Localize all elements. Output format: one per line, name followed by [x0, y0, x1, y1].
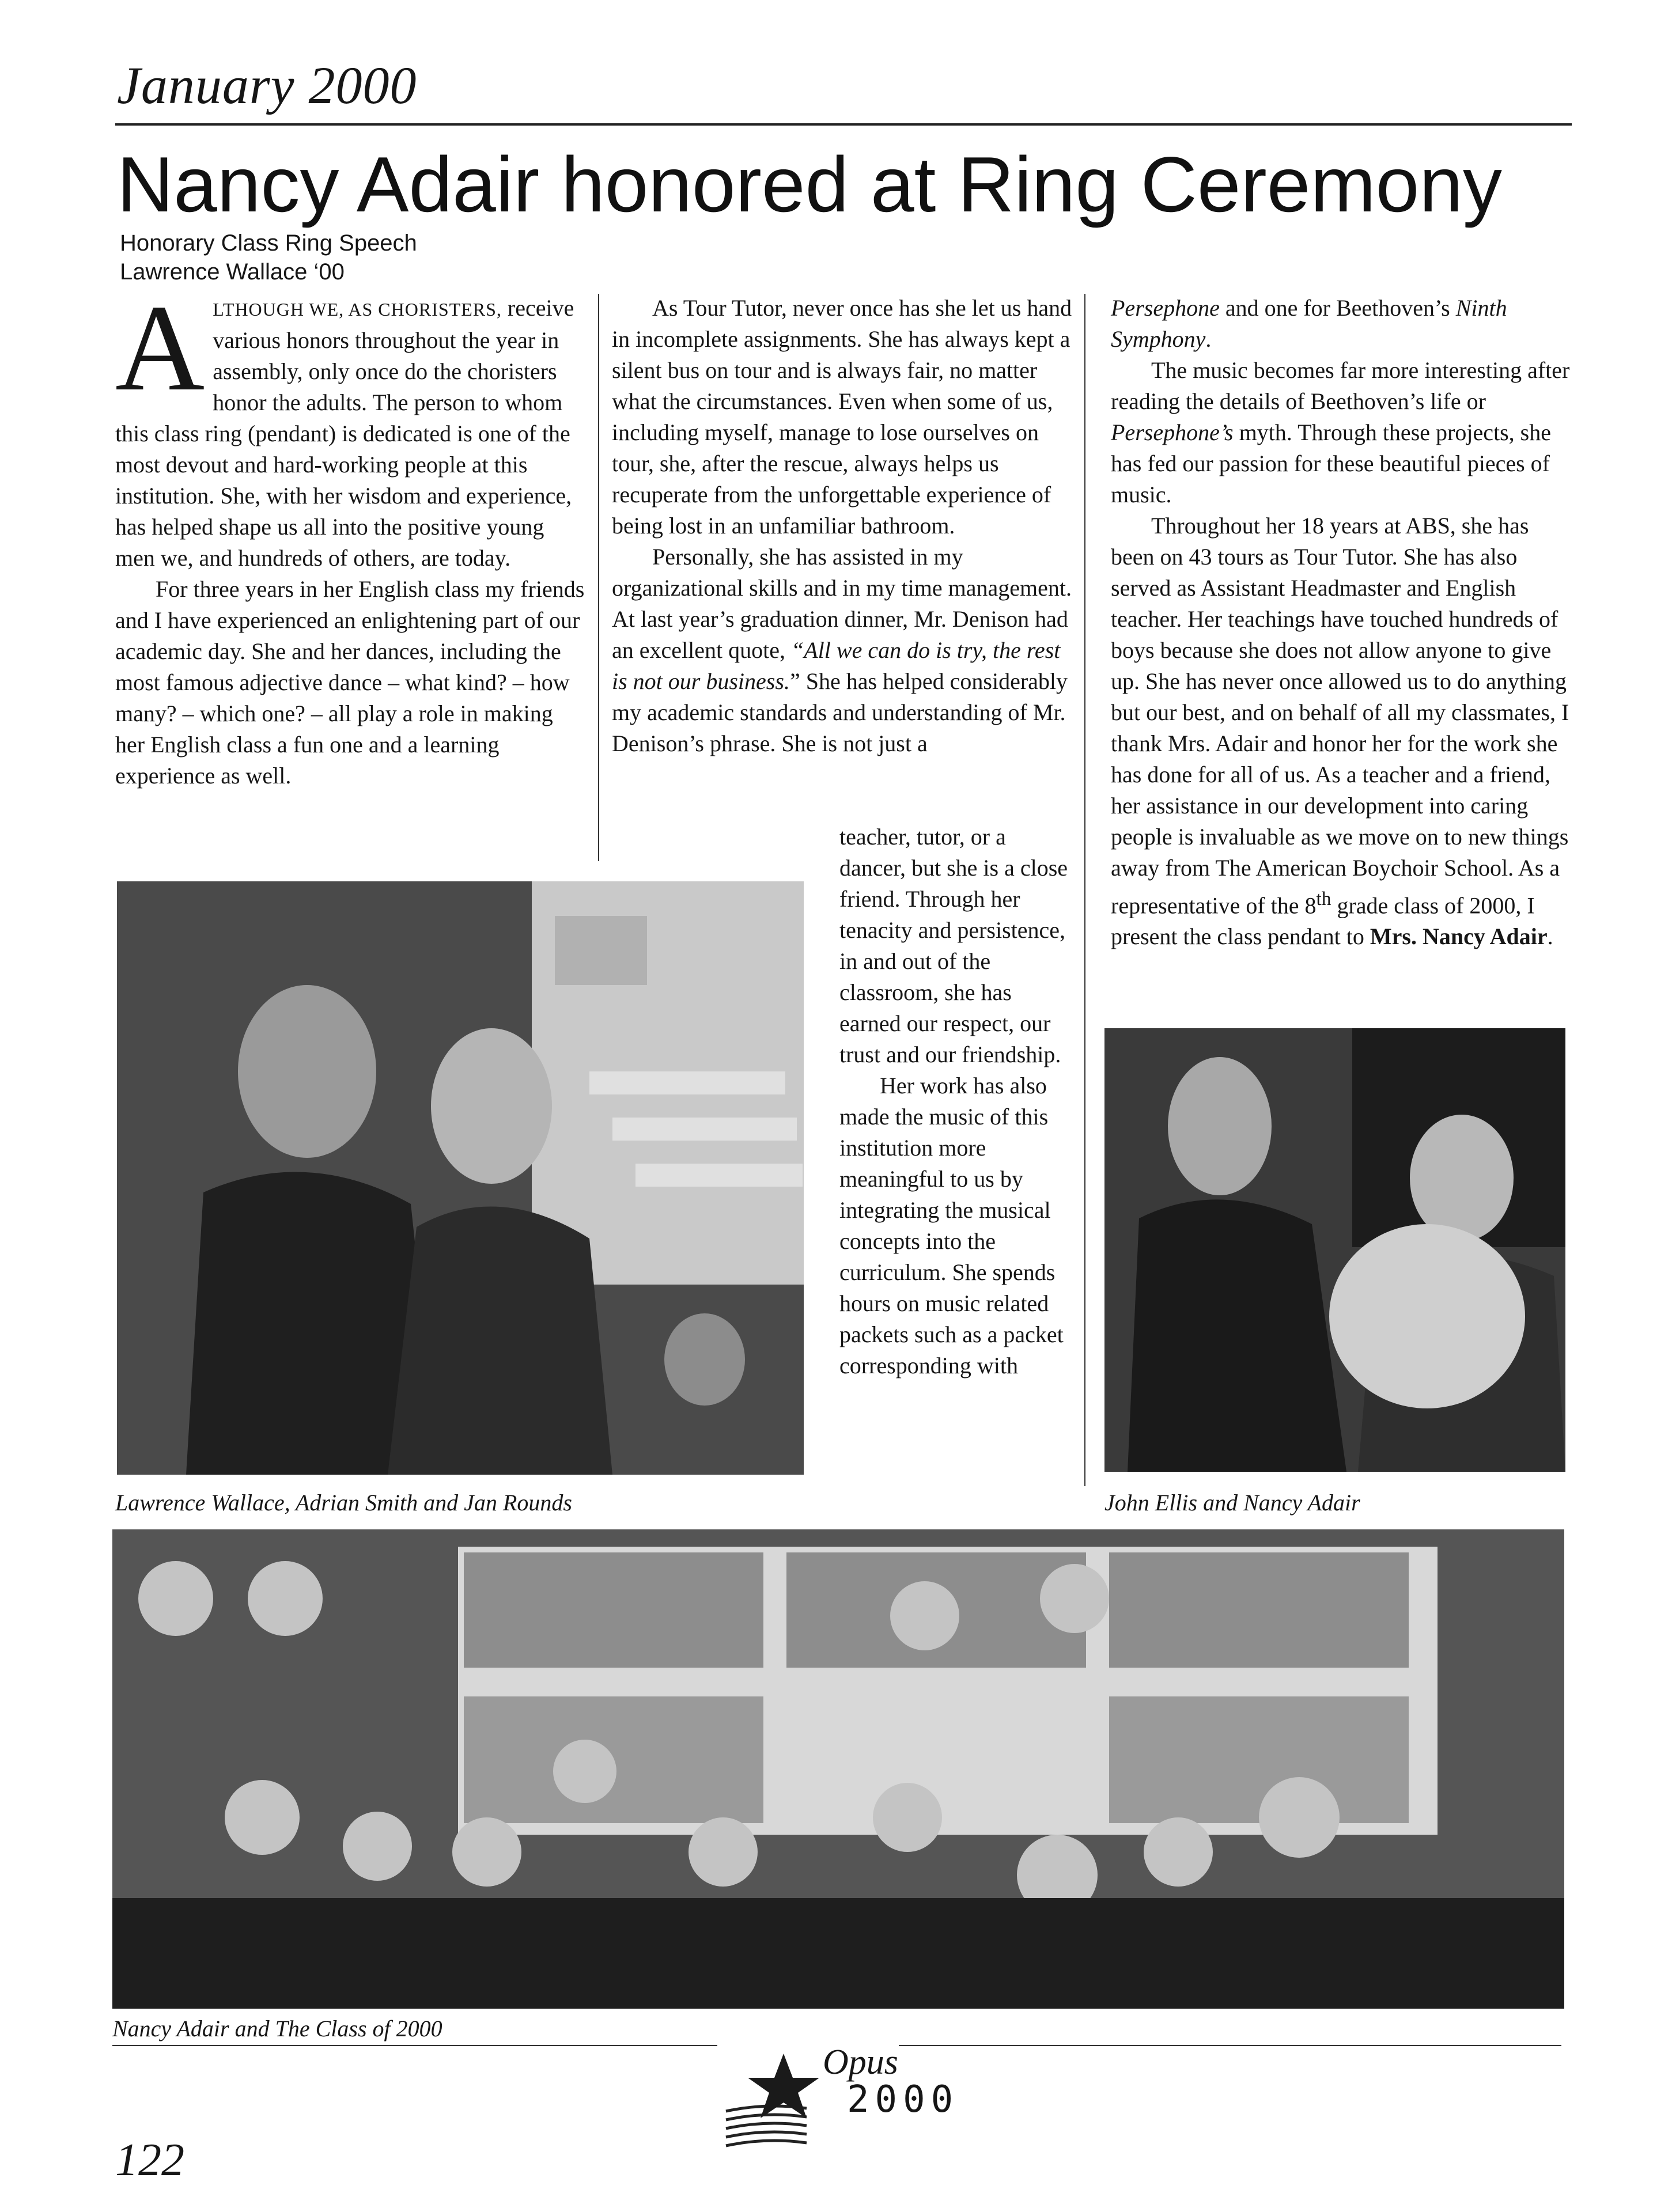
- article-column-2-continued: [839, 821, 1073, 1381]
- italic-title: Persephone: [1111, 295, 1220, 321]
- drop-cap: A: [115, 279, 205, 416]
- caption-photo-1: Lawrence Wallace, Adrian Smith and Jan Rounds: [115, 1490, 572, 1516]
- paragraph: Her work has also made the music of this institution more meaningful to us by integrating the musical concepts into the curriculum. She spends hours on music related packets such as a packet corresponding with: [839, 1073, 1064, 1378]
- article-byline: Lawrence Wallace ‘00: [120, 259, 345, 285]
- paragraph: For three years in her English class my friends and I have experienced an enlightening part of our academic day. She and her dances, including the most famous adjective dance – what kind? – how many? – which one? – all play a role in making her English class a fun one and a learning experience as well.: [115, 576, 585, 789]
- article-subhead: Honorary Class Ring Speech: [120, 230, 417, 256]
- column-divider: [1084, 294, 1085, 1486]
- paragraph: [1111, 355, 1572, 510]
- caption-photo-3: Nancy Adair and The Class of 2000: [112, 2016, 442, 2041]
- logo-year: 2000: [847, 2078, 959, 2121]
- lead-in-smallcaps: LTHOUGH WE, AS CHORISTERS,: [213, 299, 502, 320]
- paragraph-text: myth. Through these projects, she has fed our passion for these beautiful pieces of music.: [1111, 419, 1551, 507]
- article-column-2: [612, 293, 1073, 759]
- italic-title: Persephone’s: [1111, 419, 1234, 445]
- header-rule: [115, 123, 1572, 126]
- footer-rule-right: [899, 2045, 1561, 2046]
- quote: “All we can do is try, the rest is not our business.: [612, 637, 1061, 694]
- paragraph-text: ” She has helped considerably my academic standards and understanding of Mr. Denison’s phrase. She is not just a: [612, 668, 1068, 756]
- italic-title: Ninth Symphony: [1111, 295, 1507, 352]
- paragraph: teacher, tutor, or a dancer, but she is a close friend. Through her tenacity and persistence, in and out of the classroom, she has earned our respect, our trust and our friendship.: [839, 824, 1068, 1067]
- paragraph-text: Throughout her 18 years at ABS, she has been on 43 tours as Tour Tutor. She has also served as Assistant Headmaster and English teacher. Her teachings have touched hundreds of boys because she does not allow anyone to give up. She has never once allowed us to do anything but our best, and on behalf of all my classmates, I thank Mrs. Adair and honor her for the work she has done for all of us. As a teacher and a friend, her assistance in our development into caring people is invaluable as we move on to new things away from The American Boychoir School. As a representative of the 8: [1111, 513, 1569, 919]
- footer-rule-left: [112, 2045, 717, 2046]
- column-divider: [598, 294, 599, 861]
- article-column-3: [1111, 293, 1572, 952]
- article-column-1: [115, 279, 585, 791]
- photo-students-procession: [117, 881, 804, 1475]
- paragraph-text: The music becomes far more interesting after reading the details of Beethoven’s life or: [1111, 357, 1570, 414]
- paragraph-text: grade class of 2000, I present the class pendant to: [1111, 892, 1535, 950]
- paragraph-text: receive various honors throughout the year in assembly, only once do the choristers honor the adults. The person to whom this class ring (pendant) is dedicated is one of the most devout and hard-working people at this institution. She, with her wisdom and experience, has helped shape us all into the positive young men we, and hundreds of others, are today.: [115, 295, 574, 571]
- page-number: 122: [115, 2135, 184, 2186]
- superscript: th: [1316, 888, 1331, 910]
- paragraph: [115, 279, 585, 574]
- photo-class-of-2000: [112, 1529, 1564, 2009]
- photo-john-ellis-nancy-adair: [1104, 1028, 1565, 1472]
- paragraph: [612, 541, 1073, 759]
- paragraph-text: Personally, she has assisted in my organizational skills and in my time management. At last year’s graduation dinner, Mr. Denison had an excellent quote,: [612, 544, 1072, 663]
- honoree-name: Mrs. Nancy Adair: [1370, 923, 1548, 950]
- paragraph-text: and one for Beethoven’s: [1219, 295, 1456, 321]
- logo-wordmark: Opus: [823, 2043, 898, 2082]
- article-headline: Nancy Adair honored at Ring Ceremony: [117, 141, 1502, 228]
- paragraph: [1111, 510, 1572, 952]
- paragraph: [1111, 293, 1572, 355]
- caption-photo-2: John Ellis and Nancy Adair: [1104, 1490, 1360, 1516]
- paragraph-text: .: [1547, 923, 1553, 950]
- paragraph-text: .: [1205, 326, 1212, 352]
- paragraph: As Tour Tutor, never once has she let us hand in incomplete assignments. She has always kept a silent bus on tour and is always fair, no matter what the circumstances. Even when some of us, including myself, manage to lose ourselves on tour, she, after the rescue, always helps us recuperate from the unforgettable experience of being lost in an unfamiliar bathroom.: [612, 295, 1072, 539]
- date-header: January 2000: [117, 56, 417, 115]
